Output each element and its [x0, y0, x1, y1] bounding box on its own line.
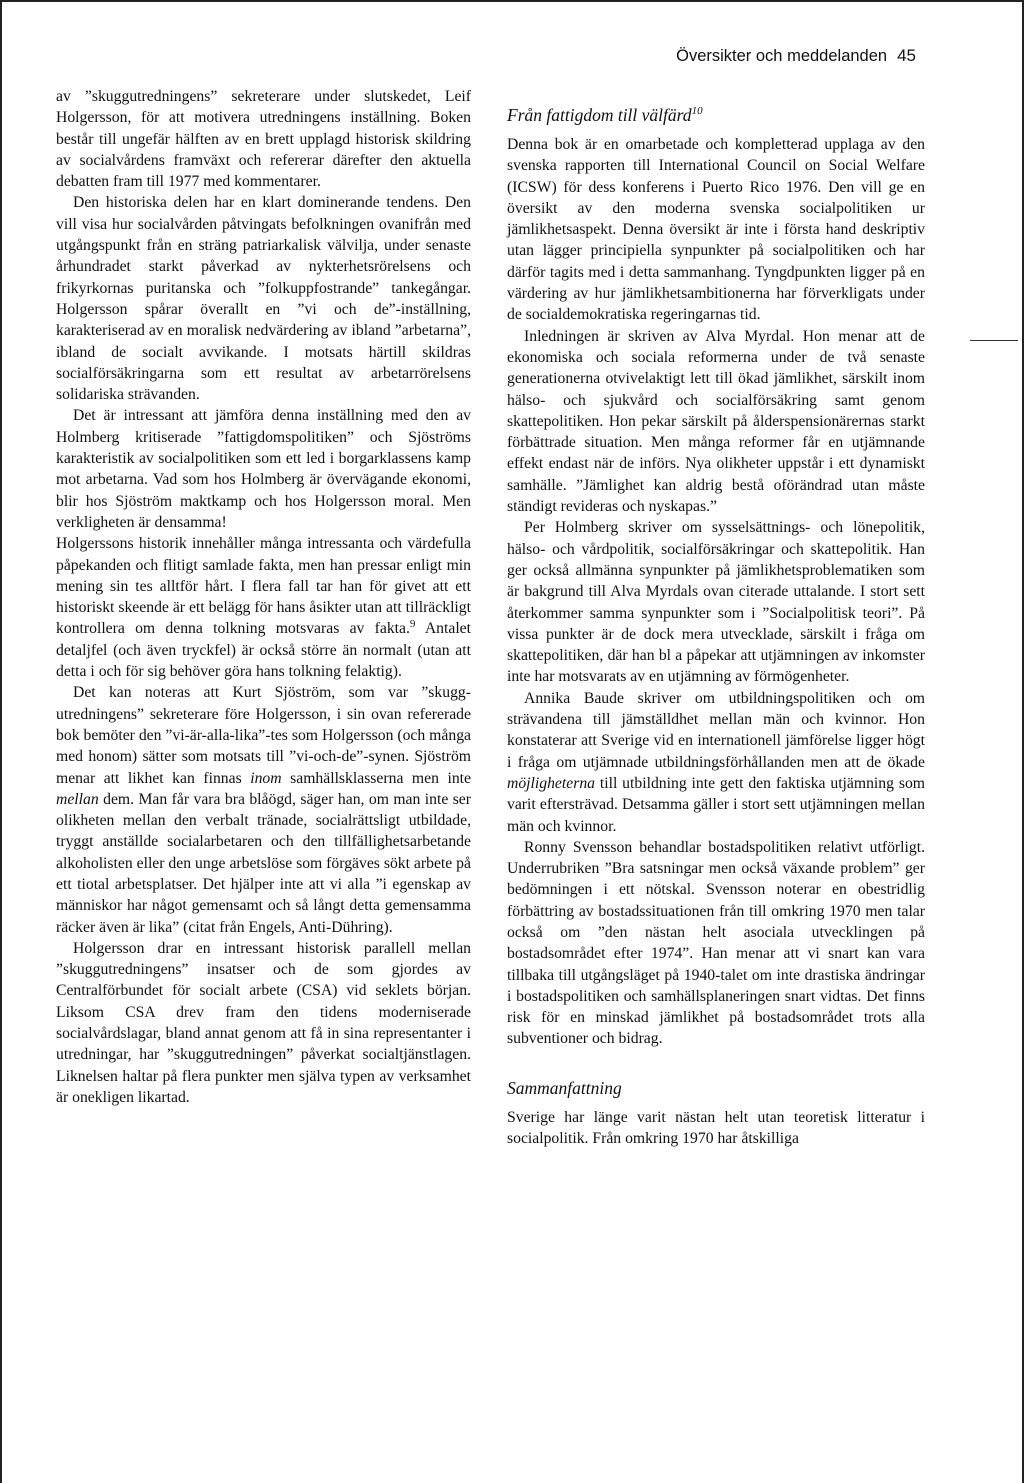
running-head — [676, 46, 916, 66]
right-paragraph-6: Sverige har länge varit nästan helt utan teoretisk litteratur i socialpolitik. Från omkring 1970 har åtskilliga — [507, 1108, 925, 1148]
footnote-ref-10: 10 — [691, 105, 703, 118]
left-paragraph-2: Den historiska delen har en klart dominerande tendens. Den vill visa hur socialvården påtvingats befolkningen ovanifrån med utgångspunkt från en sträng patriarkalisk välvilja, under senaste århundradet starkt påverkad av nykterhetsrörelsens och frikyrkornas puritanska och ”folkuppfostrande” tankegångar. Holgersson spårar överallt en ”vi och de”-inställning, karakteriserad av en moralisk nedvärdering av ibland ”arbetarna”, ibland de socialt avvikande. I motsats härtill skildras socialförsäkringarna som ett resultat av arbetarrörelsens solidariska strävanden. — [56, 194, 471, 404]
left-paragraph-4-text-b: Antalet detaljfel (och även tryckfel) är också större än normalt (utan att detta i och för sig behöver göra hans tolkning felaktig). — [56, 620, 471, 681]
section-heading-sammanfattning: Sammanfattning — [507, 1077, 622, 1098]
left-paragraph-6: Holgersson drar en intressant historisk parallell mellan ”skuggutredningens” insatser och de som gjordes av Centralförbundet för socialt arbete (CSA) vid seklets början. Liksom CSA drev fram den tidens moderniserade socialvårdslagar, bland annat genom att få in sina representanter i utredningar, har ”skuggutredningen” påverkat socialtjänstlagen. Liknelsen haltar på flera punkter men själva typen av verksamhet är onekligen likartad. — [56, 939, 471, 1106]
right-column — [507, 104, 925, 1149]
right-paragraph-3: Per Holmberg skriver om sysselsättnings- och lönepolitik, hälso- och vårdpolitik, socialförsäkringar och skattepolitik. Han ger också allmänna synpunkter på jämlikhetsproblematiken som är bakgrund till Alva Myrdals ovan citerade uttalande. I stort sett återkommer samma synpunkter som i ”Socialpolitisk teori”. På vissa punkter är de dock mera utvecklade, särskilt i fråga om skattepolitiken, där han bl a påpekar att utjämningen av inkomster inte har motsvarats av en utjämning av förmögenheter. — [507, 519, 925, 686]
right-paragraph-5: Ronny Svensson behandlar bostadspolitiken relativt utförligt. Underrubriken ”Bra satsningar men också växande problem” ger bedömningen i ett nötskal. Svensson noterar en obestridlig förbättring av bostadssituationen från till omkring 1970 men talar också om ”den nästan helt asociala utvecklingen på bostadsområdet efter 1974”. Han menar att vi snart kan vara tillbaka till utgångsläget på 1940-talet om inte drastiska ändringar i bostadspolitiken och samhällsplaneringen snart vidtas. Det finns risk för en minskad jämlikhet på bostadsområdet trots alla subventioner och bidrag. — [507, 838, 925, 1048]
margin-rule — [970, 340, 1018, 341]
left-paragraph-5-text-a: Det kan noteras att Kurt Sjöström, som var ”skuggutredningens” sekreterare före Holgersson, i sin ovan refererade bok bemöter den ”vi-är-alla-lika”-tes som Holgersson (och många med honom) sätter som motsats till ”vi-och-de”-synen. Sjöström menar att likhet kan finnas — [56, 684, 471, 787]
section-heading-fran-fattigdom — [507, 104, 925, 126]
footnote-ref-9: 9 — [409, 618, 416, 631]
left-paragraph-3: Det är intressant att jämföra denna inställning med den av Holmberg kritiserade ”fattigdomspolitiken” och Sjöströms karakteristik av socialpolitiken som ett led i borgarklassens kamp mot arbetarna. Vad som hos Holmberg är övervägande ekonomi, blir hos Sjöström maktkamp och hos Holgersson moral. Men verkligheten är densamma! — [56, 407, 471, 531]
right-paragraph-4 — [507, 688, 925, 837]
running-head-title: Översikter och meddelanden — [676, 47, 888, 65]
left-paragraph-5-emphasis-mellan: mellan — [56, 790, 99, 808]
left-column — [56, 86, 471, 1108]
left-paragraph-4-text-a: Holgerssons historik innehåller många intressanta och värdefulla påpekanden och flitigt samlade fakta, men han pressar enligt min mening sin tes alltför hårt. I flera fall tar han för givet att ett historiskt skeende är ett belägg för hans åsikter utan att tillräckligt kontrollera om denna tolkning motsvaras av fakta. — [56, 535, 471, 638]
right-paragraph-1: Denna bok är en omarbetade och kompletterad upplaga av den svenska rapporten till International Council on Social Welfare (ICSW) för dess konferens i Puerto Rico 1976. Den vill ge en översikt av den moderna svenska socialpolitiken ur jämlikhetsaspekt. Denna översikt är inte i första hand deskriptiv utan lägger principiella synpunkter på socialpolitiken och har därför tagits med i detta sammanhang. Tyngdpunkten ligger på en värdering av hur jämlikhetsambitionerna har förverkligats under de socialdemokratiska regeringarnas tid. — [507, 136, 925, 324]
right-paragraph-2: Inledningen är skriven av Alva Myrdal. Hon menar att de ekonomiska och sociala reformerna under de två senaste generationerna otvivelaktigt lett till ökad jämlikhet, särskilt inom hälso- och sjukvård och socialförsäkring samt genom skattepolitiken. Hon pekar särskilt på ålderspensionärernas starkt förbättrade situation. Men många reformer får en utjämnande effekt endast när de införs. Nya olikheter uppstår i ett dynamiskt samhälle. ”Jämlighet kan aldrig bestå oförändrad utan måste ständigt revideras och nyskapas.” — [507, 327, 925, 516]
left-paragraph-5-text-b: samhällsklasserna men inte — [281, 769, 471, 787]
page-left-border — [0, 0, 2, 1483]
left-paragraph-1: av ”skuggutredningens” sekreterare under slutskedet, Leif Holgersson, för att motivera utredningens inställning. Boken består till ungefär hälften av en brett upplagd historisk skildring av socialvårdens framväxt och refererar därefter den aktuella debatten fram till 1977 med kommentarer. — [56, 88, 471, 191]
right-paragraph-4-emphasis: möjligheterna — [507, 774, 596, 792]
left-paragraph-5-text-c: dem. Man får vara bra blåögd, säger han, om man inte ser olikheten mellan den verbalt tränade, socialrättsligt utbildade, tryggt anställde socialarbetaren och den tillfällighetsarbetande alkoholisten eller den unge arbetslöse som förgäves sökt arbete på ett tiotal arbetsplatser. Det hjälper inte att vi alla ”i egenskap av människor har något gemensamt och så långt detta gemensamma räcker även är lika” (citat från Engels, Anti-Dühring). — [56, 790, 471, 936]
section-heading-1-text: Från fattigdom till välfärd — [507, 105, 692, 125]
page-top-border — [0, 0, 1024, 2]
left-paragraph-5 — [56, 682, 471, 938]
right-paragraph-4-text-b: till utbildning inte gett den faktiska utjämning som varit eftersträvad. Detsamma gäller i stort sett utjämningen mellan män och kvinnor. — [507, 774, 925, 835]
right-paragraph-4-text-a: Annika Baude skriver om utbildningspolitiken och om strävandena till jämställdhet mellan män och kvinnor. Hon konstaterar att Sverige vid en internationell jämförelse ligger högt i fråga om utjämnade utbildningsförhållanden men att de ökade — [507, 689, 925, 771]
left-paragraph-5-emphasis-inom: inom — [250, 769, 282, 787]
page-number: 45 — [897, 46, 916, 65]
left-paragraph-4 — [56, 533, 471, 682]
